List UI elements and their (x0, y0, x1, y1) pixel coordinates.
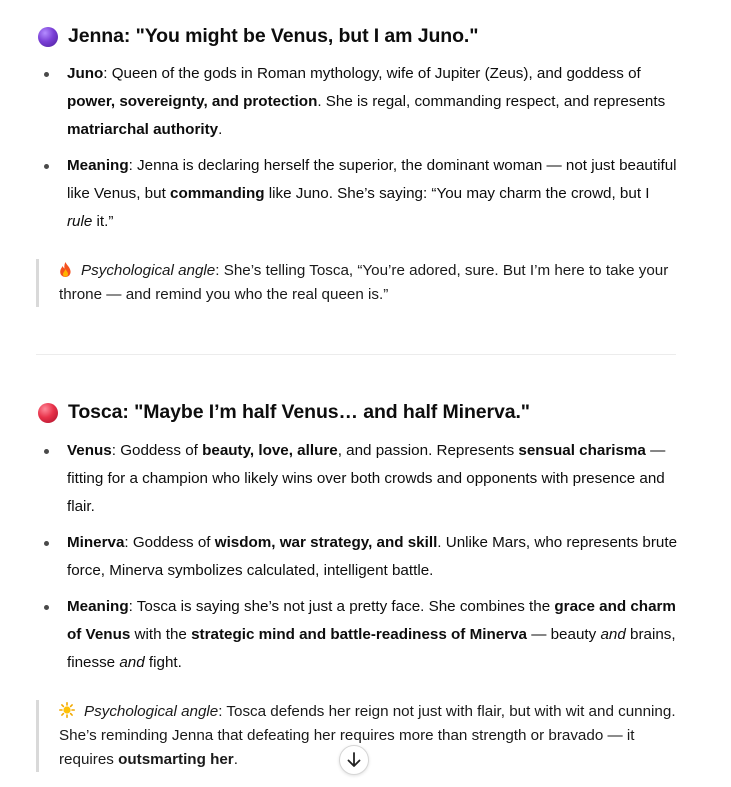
tosca-bullet-list-2 (38, 529, 678, 585)
red-circle-icon (38, 403, 58, 423)
jenna-section (38, 25, 678, 48)
jenna-heading (38, 25, 678, 48)
tosca-quote: Psychological angle: Tosca defends her reign not just with flair, but with wit and cunning. She’s reminding Jenna that defeating her requires more than strength or bravado — it requires outsmarting her. (36, 700, 676, 772)
purple-circle-icon (38, 27, 58, 47)
quote-label: Psychological angle (84, 703, 219, 720)
arrow-down-icon (347, 752, 361, 768)
list-item: Minerva: Goddess of wisdom, war strategy, and skill. Unlike Mars, who represents brute force, Minerva symbolizes calculated, intelligent battle. (38, 529, 678, 585)
fire-icon (59, 262, 72, 277)
tosca-heading (38, 401, 678, 424)
list-item: Venus: Goddess of beauty, love, allure, and passion. Represents sensual charisma — fitting for a champion who likely wins over both crowds and opponents with presence and flair. (38, 437, 678, 521)
quote-label: Psychological angle (81, 262, 216, 279)
quote-text: : Tosca defends her reign not just with flair, but with wit and cunning. She’s reminding Jenna that defeating her requires more than strength or bravado — it requires (59, 703, 676, 768)
scroll-to-bottom-button[interactable] (339, 745, 369, 775)
jenna-quote (36, 259, 676, 307)
quote-bold: outsmarting her (118, 751, 234, 768)
tosca-bullet-list-3 (38, 593, 678, 677)
list-item: Meaning: Jenna is declaring herself the superior, the dominant woman — not just beautiful like Venus, but commanding like Juno. She’s saying: “You may charm the crowd, but I rule it.” (38, 152, 678, 236)
tosca-bullet-list (38, 437, 678, 521)
quote-text: : She’s telling Tosca, “You’re adored, sure. But I’m here to take your throne — and remind you who the real queen is.” (59, 262, 669, 303)
section-divider (36, 354, 676, 355)
list-item: Meaning: Tosca is saying she’s not just a pretty face. She combines the grace and charm of Venus with the strategic mind and battle-readiness of Minerva — beauty and brains, finesse and fight. (38, 593, 678, 677)
sun-icon (59, 702, 75, 718)
list-item: Juno: Queen of the gods in Roman mythology, wife of Jupiter (Zeus), and goddess of power, sovereignty, and protection. She is regal, commanding respect, and represents matriarchal authority. (38, 60, 678, 144)
tosca-heading-text: Tosca: "Maybe I’m half Venus… and half Minerva." (68, 401, 530, 423)
jenna-heading-text: Jenna: "You might be Venus, but I am Juno." (68, 25, 479, 47)
jenna-bullet-list-2 (38, 152, 678, 236)
tosca-section (38, 401, 678, 424)
jenna-bullet-list (38, 60, 678, 144)
